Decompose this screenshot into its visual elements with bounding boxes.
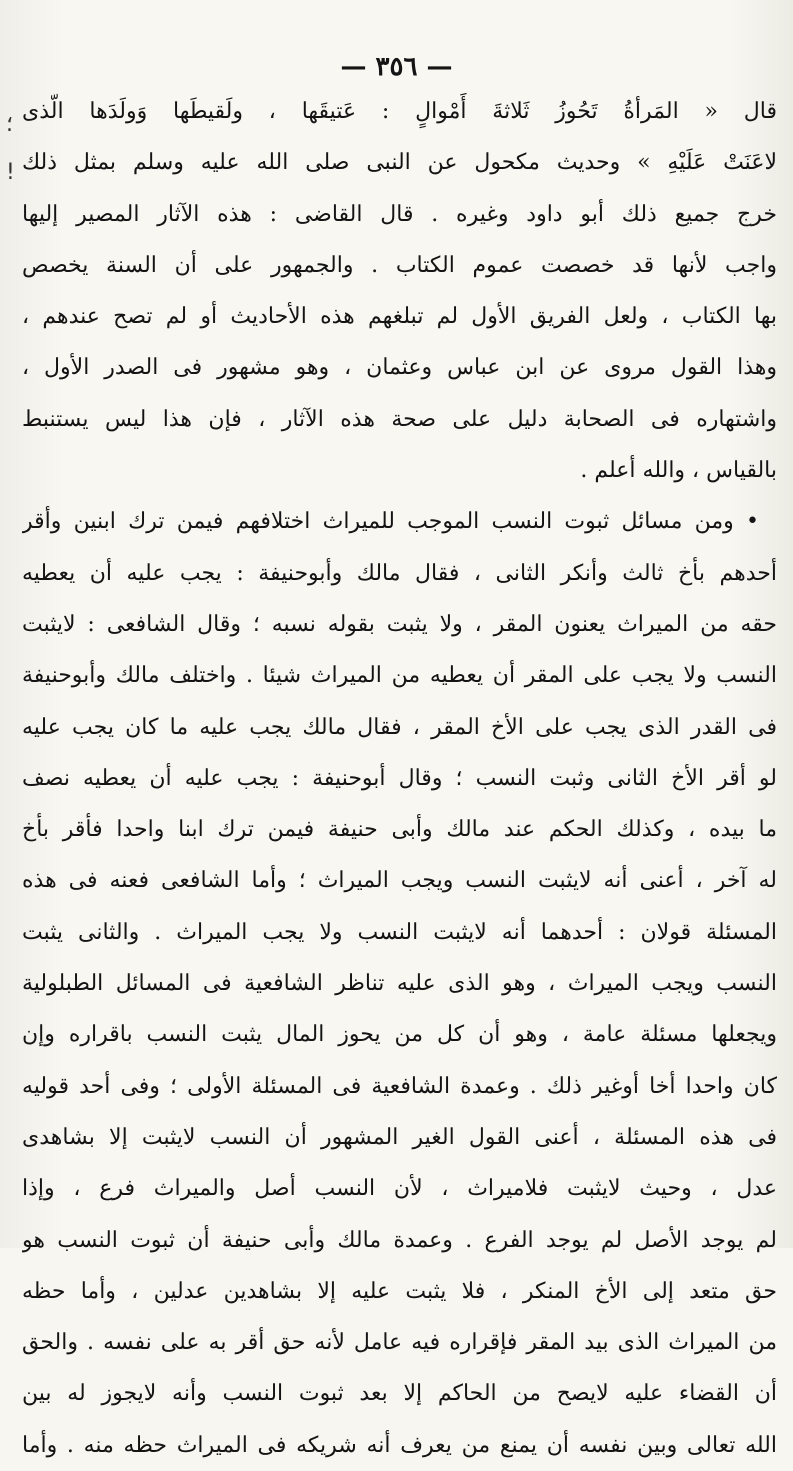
text-line: النسب ولا يجب على المقر أن يعطيه من الميراث شيئا . واختلف مالك وأبوحنيفة: [22, 663, 777, 689]
text-line: واجب لأنها قد خصصت عموم الكتاب . والجمهور على أن السنة يخصص: [22, 252, 777, 278]
page-number: — ٣٥٦ —: [340, 52, 453, 82]
text-line: واشتهاره فى الصحابة دليل على صحة هذه الآثار ، فإن هذا ليس يستنبط: [22, 406, 777, 432]
text-line: قال « المَرأةُ تَحُوزُ ثَلاثةَ أَمْوالٍ : عَتيقَها ، ولَقيطَها وَولَدَها الّذى: [22, 99, 777, 124]
text-line: كان واحدا أخا أوغير ذلك . وعمدة الشافعية فى المسئلة الأولى ؛ وفى أحد قوليه: [22, 1073, 777, 1099]
text-line: النسب ويجب الميراث ، وهو الذى عليه تناظر الشافعية فى المسائل الطبلولية: [22, 971, 777, 997]
text-line: عدل ، وحيث لايثبت فلاميراث ، لأن النسب أصل والميراث فرع ، وإذا: [22, 1176, 777, 1202]
text-line: لم يوجد الأصل لم يوجد الفرع . وعمدة مالك وأبى حنيفة أن ثبوت النسب هو: [22, 1227, 777, 1253]
text-line: لو أقر الأخ الثانى وثبت النسب ؛ وقال أبوحنيفة : يجب عليه أن يعطيه نصف: [22, 765, 777, 791]
text-line: أن القضاء عليه لايصح من الحاكم إلا بعد ثبوت النسب وأنه لايجوز له بين: [22, 1381, 777, 1407]
text-line: فى القدر الذى يجب على الأخ المقر ، فقال مالك يجب عليه ما كان يجب عليه: [22, 714, 777, 740]
margin-mark: !: [6, 160, 15, 185]
text-line: فى هذه المسئلة ، أعنى القول الغير المشهور أن النسب لايثبت إلا بشاهدى: [22, 1124, 777, 1150]
text-line: المسئلة قولان : أحدهما أنه لايثبت النسب ولا يجب الميراث . والثانى يثبت: [22, 919, 777, 945]
text-line: ما بيده ، وكذلك الحكم عند مالك وأبى حنيفة فيمن ترك ابنا واحدا فأقر بأخ: [22, 817, 777, 843]
text-line: الله تعالى وبين نفسه أن يمنع من يعرف أنه شريكه فى الميراث حظه منه . وأما: [22, 1432, 777, 1458]
text-line: ويجعلها مسئلة عامة ، وهو أن كل من يحوز المال يثبت النسب باقراره وإن: [22, 1022, 777, 1048]
text-line: حقه من الميراث يعنون المقر ، ولا يثبت بقوله نسبه ؛ وقال الشافعى : لايثبت: [22, 611, 777, 637]
text-line: بها الكتاب ، ولعل الفريق الأول لم تبلغهم هذه الأحاديث أو لم تصح عندهم ،: [22, 304, 777, 330]
text-line: لاعَنَتْ عَلَيْهِ » وحديث مكحول عن النبى صلى الله عليه وسلم بمثل ذلك: [22, 150, 777, 176]
text-line: خرج جميع ذلك أبو داود وغيره . قال القاضى : هذه الآثار المصير إليها: [22, 201, 777, 227]
text-line: وهذا القول مروى عن ابن عباس وعثمان ، وهو مشهور فى الصدر الأول ،: [22, 355, 777, 381]
text-line: أحدهم بأخ ثالث وأنكر الثانى ، فقال مالك وأبوحنيفة : يجب عليه أن يعطيه: [22, 560, 777, 586]
text-line: له آخر ، أعنى أنه لايثبت النسب ويجب الميراث ؛ وأما الشافعى فعنه فى هذه: [22, 868, 777, 894]
body-text: [22, 86, 777, 1471]
text-line: حق متعد إلى الأخ المنكر ، فلا يثبت عليه إلا بشاهدين عدلين ، وأما حظه: [22, 1278, 777, 1304]
text-line: من الميراث الذى بيد المقر فإقراره فيه عامل لأنه حق أقر به على نفسه . والحق: [22, 1330, 777, 1356]
paragraph-start-line: • ومن مسائل ثبوت النسب الموجب للميراث اختلافهم فيمن ترك ابنين وأقر: [22, 509, 759, 535]
margin-mark: ؛: [6, 112, 13, 137]
text-line: بالقياس ، والله أعلم .: [580, 458, 777, 484]
